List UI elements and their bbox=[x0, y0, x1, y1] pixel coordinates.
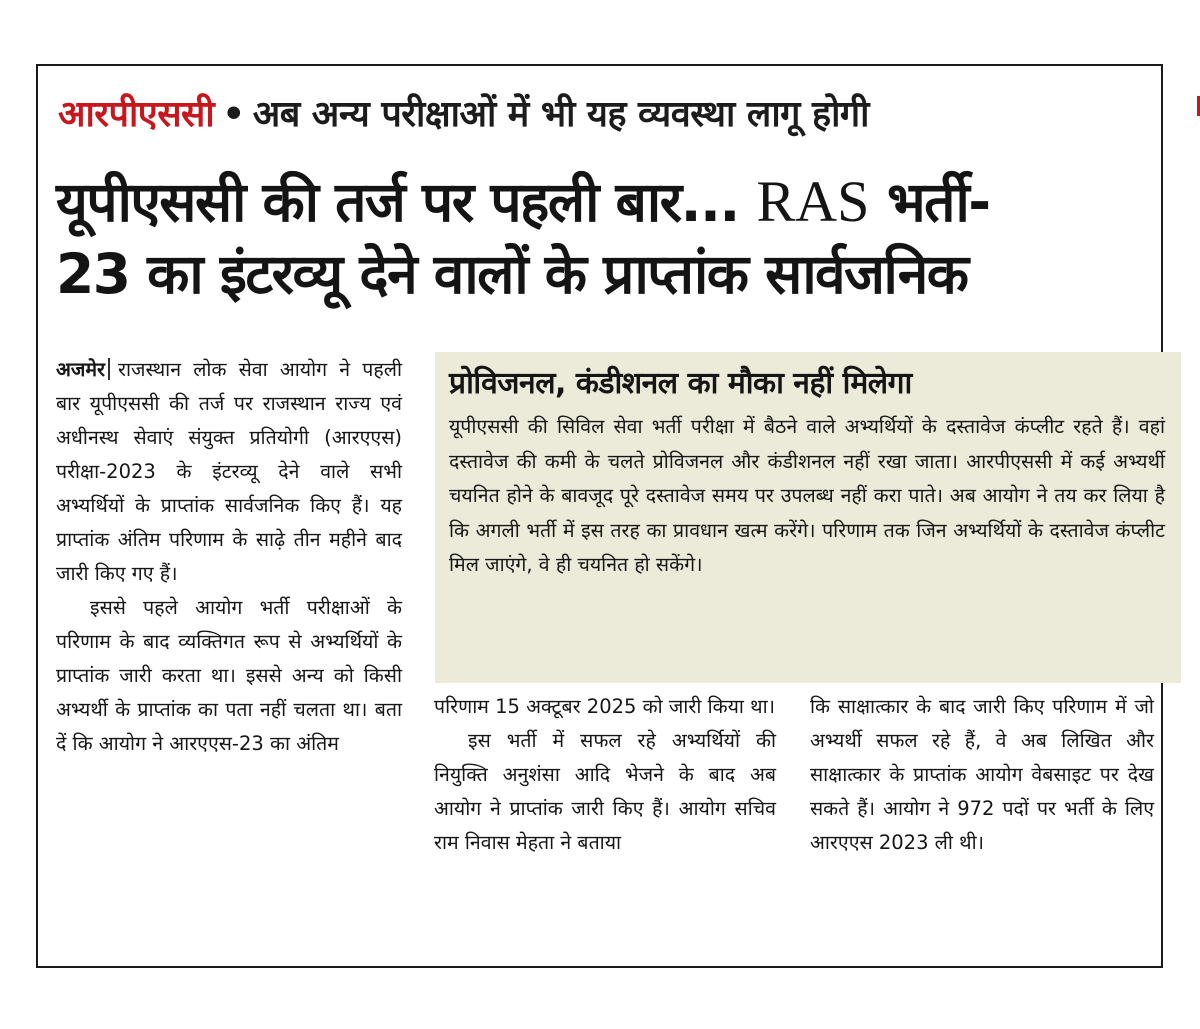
headline-line-2: 23 का इंटरव्यू देने वालों के प्राप्तांक सार्वजनिक bbox=[56, 242, 968, 306]
left-column-para-1 bbox=[56, 353, 402, 591]
headline bbox=[56, 166, 1151, 310]
dateline: अजमेर bbox=[56, 358, 106, 381]
headline-line-1 bbox=[56, 166, 1151, 238]
left-column bbox=[56, 353, 402, 761]
kicker-text: अब अन्य परीक्षाओं में भी यह व्यवस्था लागू होगी bbox=[252, 94, 869, 135]
headline-line-1-part-b: भर्ती- bbox=[886, 170, 990, 234]
kicker bbox=[58, 88, 869, 137]
left-column-para-2: इससे पहले आयोग भर्ती परीक्षाओं के परिणाम के बाद व्यक्तिगत रूप से अभ्यर्थियों के प्राप्तांक जारी करता था। इससे अन्य को किसी अभ्यर्थी के प्राप्तांक का पता नहीं चलता था। बता दें कि आयोग ने आरएएस-23 का अंतिम bbox=[56, 596, 402, 755]
kicker-tag: आरपीएससी bbox=[58, 94, 215, 135]
sidebar-box-body: यूपीएससी की सिविल सेवा भर्ती परीक्षा में बैठने वाले अभ्यर्थियों के दस्तावेज कंप्लीट रहते हैं। वहां दस्तावेज की कमी के चलते प्रोविजनल और कंडीशनल नहीं रखा जाता। आरपीएससी में कई अभ्यर्थी चयनित होने के बावजूद पूरे दस्तावेज समय पर उपलब्ध नहीं करा पाते। अब आयोग ने तय कर लिया है कि अगली भर्ती में इस तरह का प्रावधान खत्म करेंगे। परिणाम तक जिन अभ्यर्थियों के दस्तावेज कंप्लीट मिल जाएंगे, वे ही चयनित हो सकेंगे। bbox=[449, 415, 1165, 576]
sidebar-box-title: प्रोविजनल, कंडीशनल का मौका नहीं मिलेगा bbox=[449, 366, 912, 401]
sidebar-box bbox=[435, 352, 1181, 683]
middle-column bbox=[434, 690, 776, 860]
middle-column-para-2: इस भर्ती में सफल रहे अभ्यर्थियों की नियुक्ति अनुशंसा आदि भेजने के बाद अब आयोग ने प्राप्तांक जारी किए हैं। आयोग सचिव राम निवास मेहता ने बताया bbox=[434, 729, 776, 854]
headline-latin-word: RAS bbox=[756, 169, 870, 234]
right-column-para-1: कि साक्षात्कार के बाद जारी किए परिणाम में जो अभ्यर्थी सफल रहे हैं, वे अब लिखित और साक्षात्कार के प्राप्तांक आयोग वेबसाइट पर देख सकते हैं। आयोग ने 972 पदों पर भर्ती के लिए आरएएस 2023 ली थी। bbox=[810, 695, 1154, 854]
dateline-divider bbox=[108, 358, 110, 380]
right-column bbox=[810, 690, 1154, 860]
headline-line-1-part-a: यूपीएससी की तर्ज पर पहली बार... bbox=[56, 170, 739, 234]
kicker-separator: • bbox=[222, 94, 245, 135]
middle-column-para-1: परिणाम 15 अक्टूबर 2025 को जारी किया था। bbox=[434, 695, 776, 718]
news-clipping bbox=[36, 64, 1163, 968]
left-column-para-1-text: राजस्थान लोक सेवा आयोग ने पहली बार यूपीएससी की तर्ज पर राजस्थान राज्य एवं अधीनस्थ सेवाएं संयुक्त प्रतियोगी (आरएएस) परीक्षा-2023 के इंटरव्यू देने वाले सभी अभ्यर्थियों के प्राप्तांक सार्वजनिक किए हैं। यह प्राप्तांक अंतिम परिणाम के साढ़े तीन महीने बाद जारी किए गए हैं। bbox=[56, 358, 402, 585]
